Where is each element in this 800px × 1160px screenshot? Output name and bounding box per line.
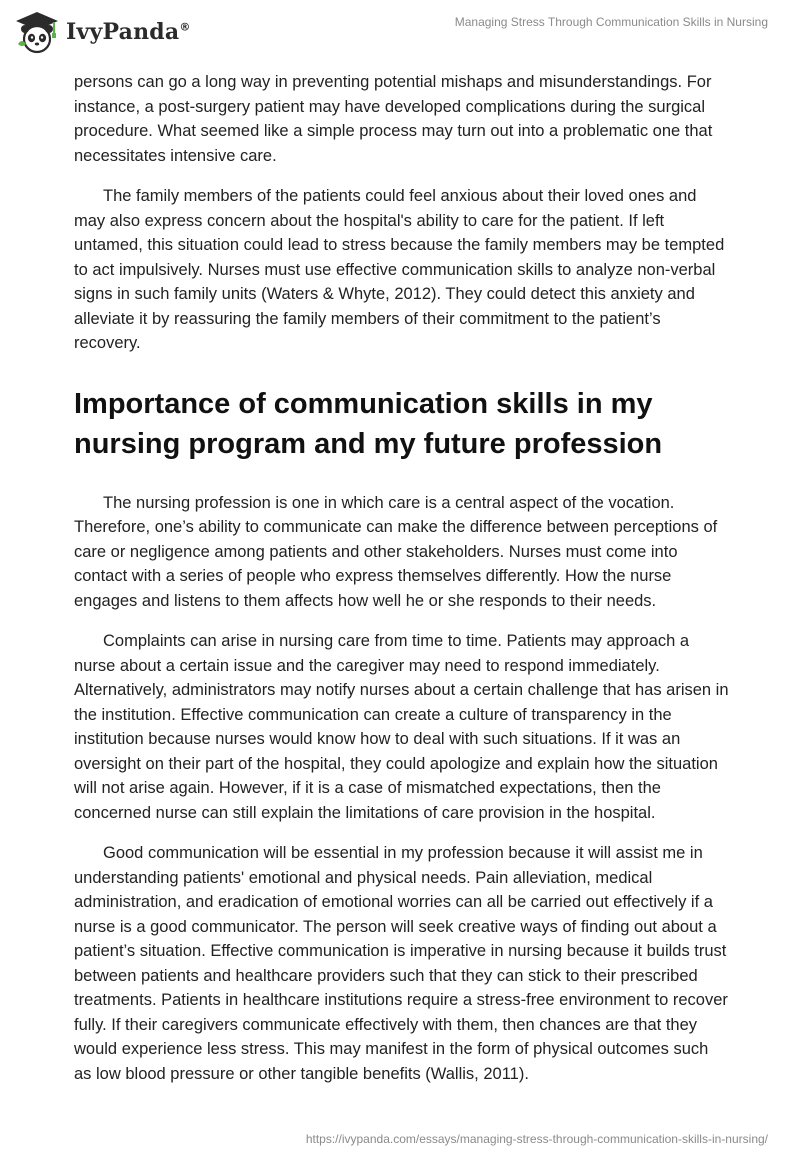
paragraph-4: Complaints can arise in nursing care from time to time. Patients may approach a nurse about a certain issue and the caregiver may need to respond immediately. Alternatively, administrators may notify nurses about a certain challenge that has arisen in the institution. Effective communication can create a culture of transparency in the institution because nurses would know how to deal with such situations. If it was an oversight on their part of the hospital, they could apologize and explain how the situation will not arise again. However, if it is a case of mismatched expectations, then the concerned nurse can still explain the limitations of care provision in the hospital. (74, 632, 729, 822)
panda-graduation-cap-icon (14, 10, 60, 54)
paragraph-2: The family members of the patients could feel anxious about their loved ones and may also express concern about the hospital's ability to care for the patient. If left untamed, this situation could lead to stress because the family members may be tempted to act impulsively. Nurses must use effective communication skills to analyze non-verbal signs in such family units (Waters & Whyte, 2012). They could detect this anxiety and alleviate it by reassuring the family members of their commitment to the patient’s recovery. (74, 187, 725, 352)
logo-wordmark (66, 19, 191, 45)
essay-content (74, 70, 729, 1102)
section-heading: Importance of communication skills in my nursing program and my future profession (74, 387, 663, 460)
paragraph-1: persons can go a long way in preventing potential mishaps and misunderstandings. For instance, a post-surgery patient may have developed complications during the surgical procedure. What seemed like a simple process may turn out into a problematic one that necessitates intensive care. (74, 73, 713, 165)
logo-registered-mark: ® (179, 20, 191, 34)
source-url[interactable]: https://ivypanda.com/essays/managing-stress-through-communication-skills-in-nursing/ (305, 1132, 768, 1146)
paragraph-3: The nursing profession is one in which care is a central aspect of the vocation. Therefore, one’s ability to communicate can make the difference between perceptions of care or negligence among patients and other stakeholders. Nurses must come into contact with a series of people who express themselves differently. How the nurse engages and listens to them affects how well he or she responds to their needs. (74, 493, 718, 610)
paragraph-5: Good communication will be essential in my profession because it will assist me in understanding patients' emotional and physical needs. Pain alleviation, medical administration, and eradication of emotional worries can all be carried out effectively if a nurse is a good communicator. The person will seek creative ways of finding out about a patient’s situation. Effective communication is imperative in nursing because it builds trust between patients and healthcare providers such that they can stick to their prescribed treatments. Patients in healthcare institutions require a stress-free environment to recover fully. If their caregivers communicate effectively with them, then chances are that they would experience less stress. This may manifest in the form of physical outcomes such as low blood pressure or other tangible benefits (Wallis, 2011). (74, 844, 728, 1083)
document-title: Managing Stress Through Communication Skills in Nursing (454, 15, 768, 29)
ivypanda-logo[interactable] (14, 10, 191, 54)
logo-text: IvyPanda (66, 19, 180, 45)
page-header (0, 0, 800, 70)
